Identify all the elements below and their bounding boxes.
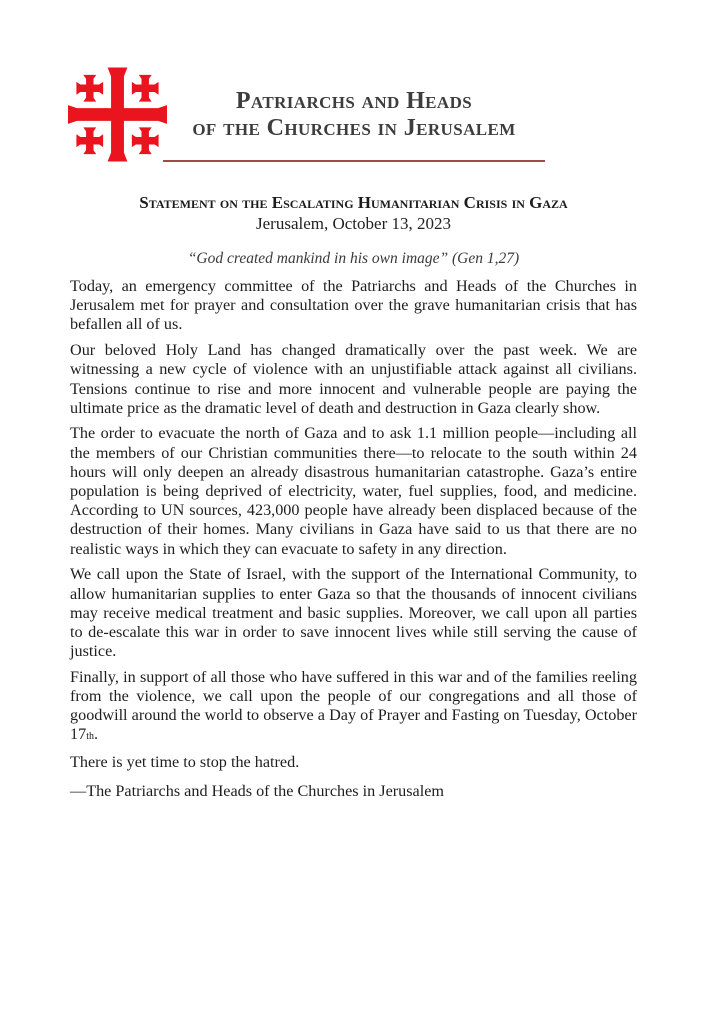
statement-epigraph: “God created mankind in his own image” (Gen 1,27)	[187, 250, 520, 267]
paragraph-2: Our beloved Holy Land has changed dramatically over the past week. We are witnessing a new cycle of violence with an unjustifiable attack against all civilians. Tensions continue to rise and more innocent and vulnerable people are paying the ultimate price as the dramatic level of death and destruction in Gaza clearly show.	[70, 341, 637, 417]
paragraph-3: The order to evacuate the north of Gaza and to ask 1.1 million people—including all the members of our Christian communities there—to relocate to the south within 24 hours will only deepen an already disastrous humanitarian catastrophe. Gaza’s entire population is being deprived of electricity, water, fuel supplies, food, and medicine. According to UN sources, 423,000 people have already been displaced because of the destruction of their homes. Many civilians in Gaza have said to us that there are no realistic ways in which they can evacuate to safety in any direction.	[70, 424, 637, 558]
paragraph-5-period: .	[93, 725, 99, 744]
statement-body	[70, 193, 637, 808]
statement-dateline: Jerusalem, October 13, 2023	[256, 214, 451, 233]
org-name	[163, 88, 545, 142]
org-name-line2: of the Churches in Jerusalem	[192, 115, 516, 141]
paragraph-5-text: Finally, in support of all those who have suffered in this war and of the families reeling from the violence, we call upon the people of our congregations and all those of goodwill around the world to observe a Day of Prayer and Fasting on Tuesday, October 17	[70, 667, 637, 744]
org-name-line1: Patriarchs and Heads	[235, 88, 473, 114]
ordinal-suffix: th	[86, 731, 94, 743]
paragraph-5	[70, 668, 637, 747]
signature-line: —The Patriarchs and Heads of the Churches in Jerusalem	[70, 782, 444, 801]
jerusalem-cross-icon	[68, 67, 167, 162]
statement-title: Statement on the Escalating Humanitarian Crisis in Gaza	[139, 193, 568, 212]
closing-line: There is yet time to stop the hatred.	[70, 753, 300, 772]
paragraph-1: Today, an emergency committee of the Patriarchs and Heads of the Churches in Jerusalem met for prayer and consultation over the grave humanitarian crisis that has befallen all of us.	[70, 277, 637, 334]
paragraph-4: We call upon the State of Israel, with the support of the International Community, to allow humanitarian supplies to enter Gaza so that the thousands of innocent civilians may receive medical treatment and basic supplies. Moreover, we call upon all parties to de-escalate this war in order to save innocent lives while still serving the cause of justice.	[70, 565, 637, 661]
header-divider	[163, 160, 545, 162]
